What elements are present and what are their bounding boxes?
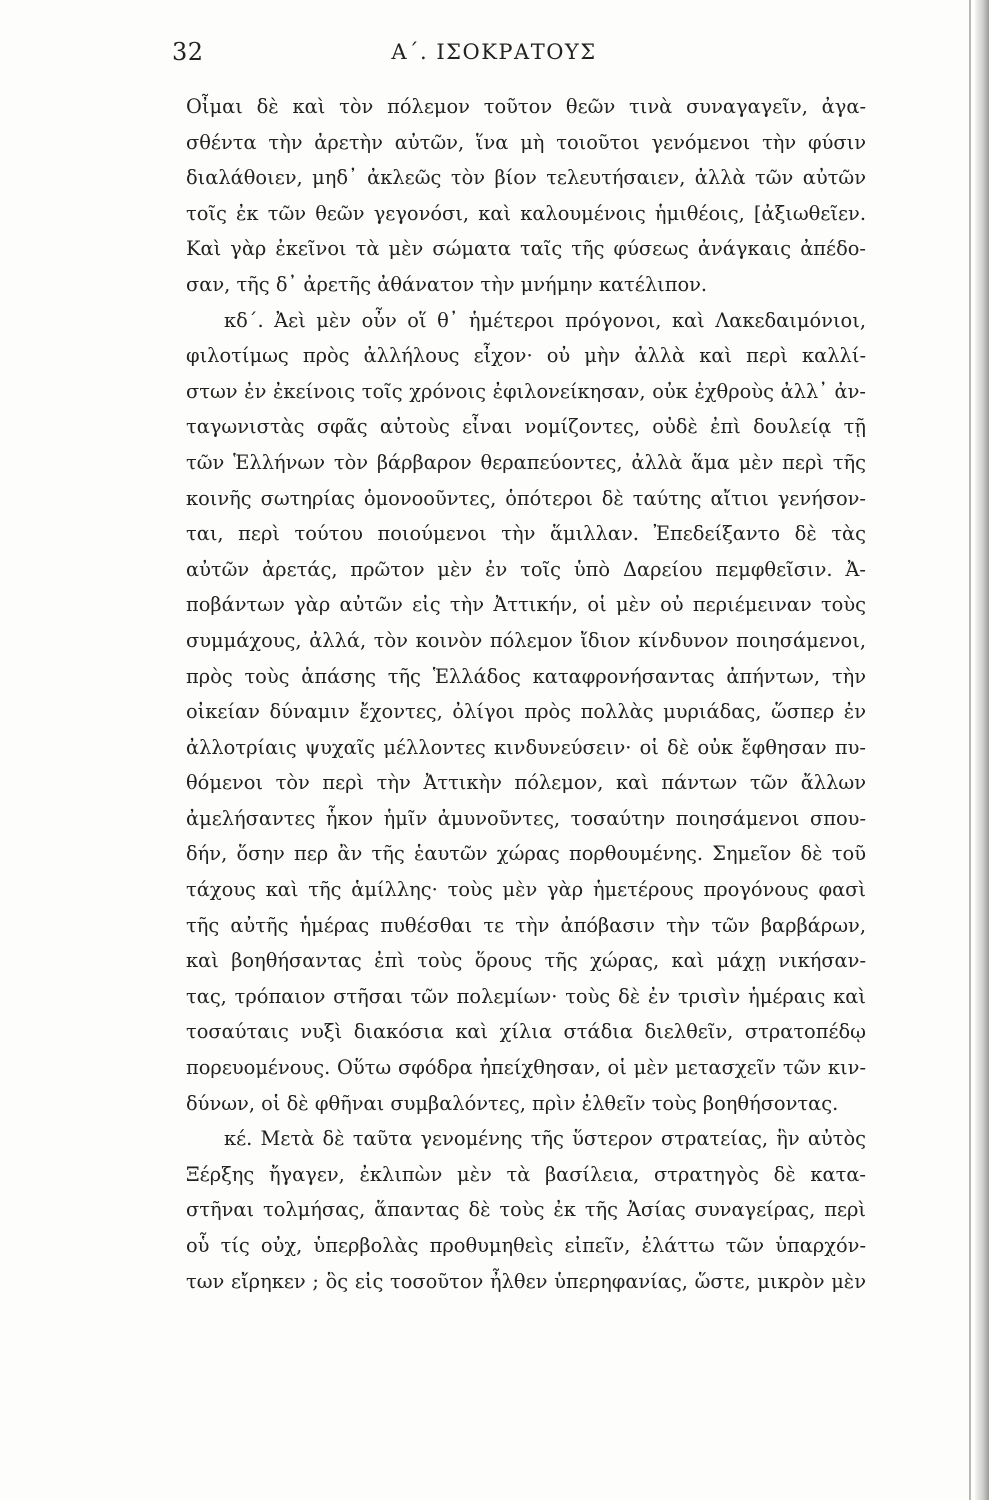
text-line: δύνων, οἱ δὲ φθῆναι συμβαλόντες, πρὶν ἐλθεῖν τοὺς βοηθήσοντας. (186, 1091, 839, 1115)
text-line: δήν, ὅσην περ ἂν τῆς ἑαυτῶν χώρας πορθουμένης. Σημεῖον δὲ τοῦ (186, 842, 866, 866)
text-line: ται, περὶ τούτου ποιούμενοι τὴν ἅμιλλαν. Ἐπεδείξαντο δὲ τὰς (186, 522, 866, 546)
text-line: τῶν Ἑλλήνων τὸν βάρβαρον θεραπεύοντες, ἀλλὰ ἅμα μὲν περὶ τῆς (186, 450, 866, 474)
text-line: τῆς αὐτῆς ἡμέρας πυθέσθαι τε τὴν ἀπόβασιν τὴν τῶν βαρβάρων, (186, 913, 866, 937)
text-line: Καὶ γὰρ ἐκεῖνοι τὰ μὲν σώματα ταῖς τῆς φύσεως ἀνάγκαις ἀπέδο- (186, 237, 866, 261)
text-line: των εἴρηκεν ; ὃς εἰς τοσοῦτον ἦλθεν ὑπερηφανίας, ὥστε, μικρὸν μὲν (186, 1269, 866, 1293)
text-line: συμμάχους, ἀλλά, τὸν κοινὸν πόλεμον ἴδιον κίνδυνον ποιησάμενοι, (186, 628, 866, 652)
text-line: τάχους καὶ τῆς ἁμίλλης· τοὺς μὲν γὰρ ἡμετέρους προγόνους φασὶ (186, 878, 866, 902)
book-edge-shadow (975, 0, 989, 1500)
text-line: ἀλλοτρίαις ψυχαῖς μέλλοντες κινδυνεύσειν· οἱ δὲ οὐκ ἔφθησαν πυ- (186, 735, 866, 759)
text-line: διαλάθοιεν, μηδ᾽ ἀκλεῶς τὸν βίον τελευτήσαιεν, ἀλλὰ τῶν αὐτῶν (186, 166, 866, 190)
text-line: οἰκείαν δύναμιν ἔχοντες, ὀλίγοι πρὸς πολλὰς μυριάδας, ὥσπερ ἐν (186, 700, 866, 724)
text-line: οὗ τίς οὐχ, ὑπερβολὰς προθυμηθεὶς εἰπεῖν, ἐλάττω τῶν ὑπαρχόν- (186, 1234, 866, 1257)
text-line: στῆναι τολμήσας, ἅπαντας δὲ τοὺς ἐκ τῆς Ἀσίας συναγείρας, περὶ (186, 1198, 866, 1222)
text-line: φιλοτίμως πρὸς ἀλλήλους εἶχον· οὐ μὴν ἀλλὰ καὶ περὶ καλλί- (186, 344, 866, 368)
text-line: τοῖς ἐκ τῶν θεῶν γεγονόσι, καὶ καλουμένοις ἡμιθέοις, [ἀξιωθεῖεν. (186, 201, 866, 225)
text-line: τας, τρόπαιον στῆσαι τῶν πολεμίων· τοὺς δὲ ἐν τρισὶν ἡμέραις καὶ (186, 984, 866, 1008)
text-line: πρὸς τοὺς ἁπάσης τῆς Ἑλλάδος καταφρονήσαντας ἀπήντων, τὴν (186, 664, 866, 688)
text-line: στων ἐν ἐκείνοις τοῖς χρόνοις ἐφιλονείκησαν, οὐκ ἐχθροὺς ἀλλ᾽ ἀν- (186, 379, 866, 403)
text-line: θόμενοι τὸν περὶ τὴν Ἀττικὴν πόλεμον, καὶ πάντων τῶν ἄλλων (186, 771, 866, 795)
text-line: ποβάντων γὰρ αὐτῶν εἰς τὴν Ἀττικήν, οἱ μὲν οὐ περιέμειναν τοὺς (186, 593, 866, 617)
running-title: Α΄. ΙΣΟΚΡΑΤΟΥΣ (391, 40, 597, 64)
text-line: ταγωνιστὰς σφᾶς αὐτοὺς εἶναι νομίζοντες, οὐδὲ ἐπὶ δουλείᾳ τῇ (186, 415, 866, 439)
section-start-line: κέ. Μετὰ δὲ ταῦτα γενομένης τῆς ὕστερον στρατείας, ἣν αὐτὸς (224, 1127, 866, 1151)
text-line: Ξέρξης ἤγαγεν, ἐκλιπὼν μὲν τὰ βασίλεια, στρατηγὸς δὲ κατα- (186, 1162, 866, 1186)
body-text (186, 89, 866, 1299)
page-edge-line (969, 0, 971, 1500)
text-line: καὶ βοηθήσαντας ἐπὶ τοὺς ὅρους τῆς χώρας, καὶ μάχῃ νικήσαν- (186, 949, 866, 973)
text-line: κοινῆς σωτηρίας ὁμονοοῦντες, ὁπότεροι δὲ ταύτης αἴτιοι γενήσον- (186, 486, 866, 510)
page-number: 32 (172, 38, 204, 66)
text-line: πορευομένους. Οὕτω σφόδρα ἠπείχθησαν, οἱ μὲν μετασχεῖν τῶν κιν- (186, 1056, 866, 1080)
text-line: Οἶμαι δὲ καὶ τὸν πόλεμον τοῦτον θεῶν τινὰ συναγαγεῖν, ἀγα- (186, 95, 866, 118)
text-line: αὐτῶν ἀρετάς, πρῶτον μὲν ἐν τοῖς ὑπὸ Δαρείου πεμφθεῖσιν. Ἀ- (186, 557, 866, 581)
section-start-line: κδ΄. Ἀεὶ μὲν οὖν οἵ θ᾽ ἡμέτεροι πρόγονοι, καὶ Λακεδαιμόνιοι, (224, 308, 866, 332)
text-line: σαν, τῆς δ᾽ ἀρετῆς ἀθάνατον τὴν μνήμην κατέλιπον. (186, 272, 708, 296)
text-line: σθέντα τὴν ἀρετὴν αὐτῶν, ἵνα μὴ τοιοῦτοι γενόμενοι τὴν φύσιν (186, 130, 866, 154)
text-line: τοσαύταις νυξὶ διακόσια καὶ χίλια στάδια διελθεῖν, στρατοπέδῳ (186, 1020, 866, 1044)
page-header (158, 38, 830, 78)
text-line: ἀμελήσαντες ἧκον ἡμῖν ἀμυνοῦντες, τοσαύτην ποιησάμενοι σπου- (186, 806, 866, 830)
